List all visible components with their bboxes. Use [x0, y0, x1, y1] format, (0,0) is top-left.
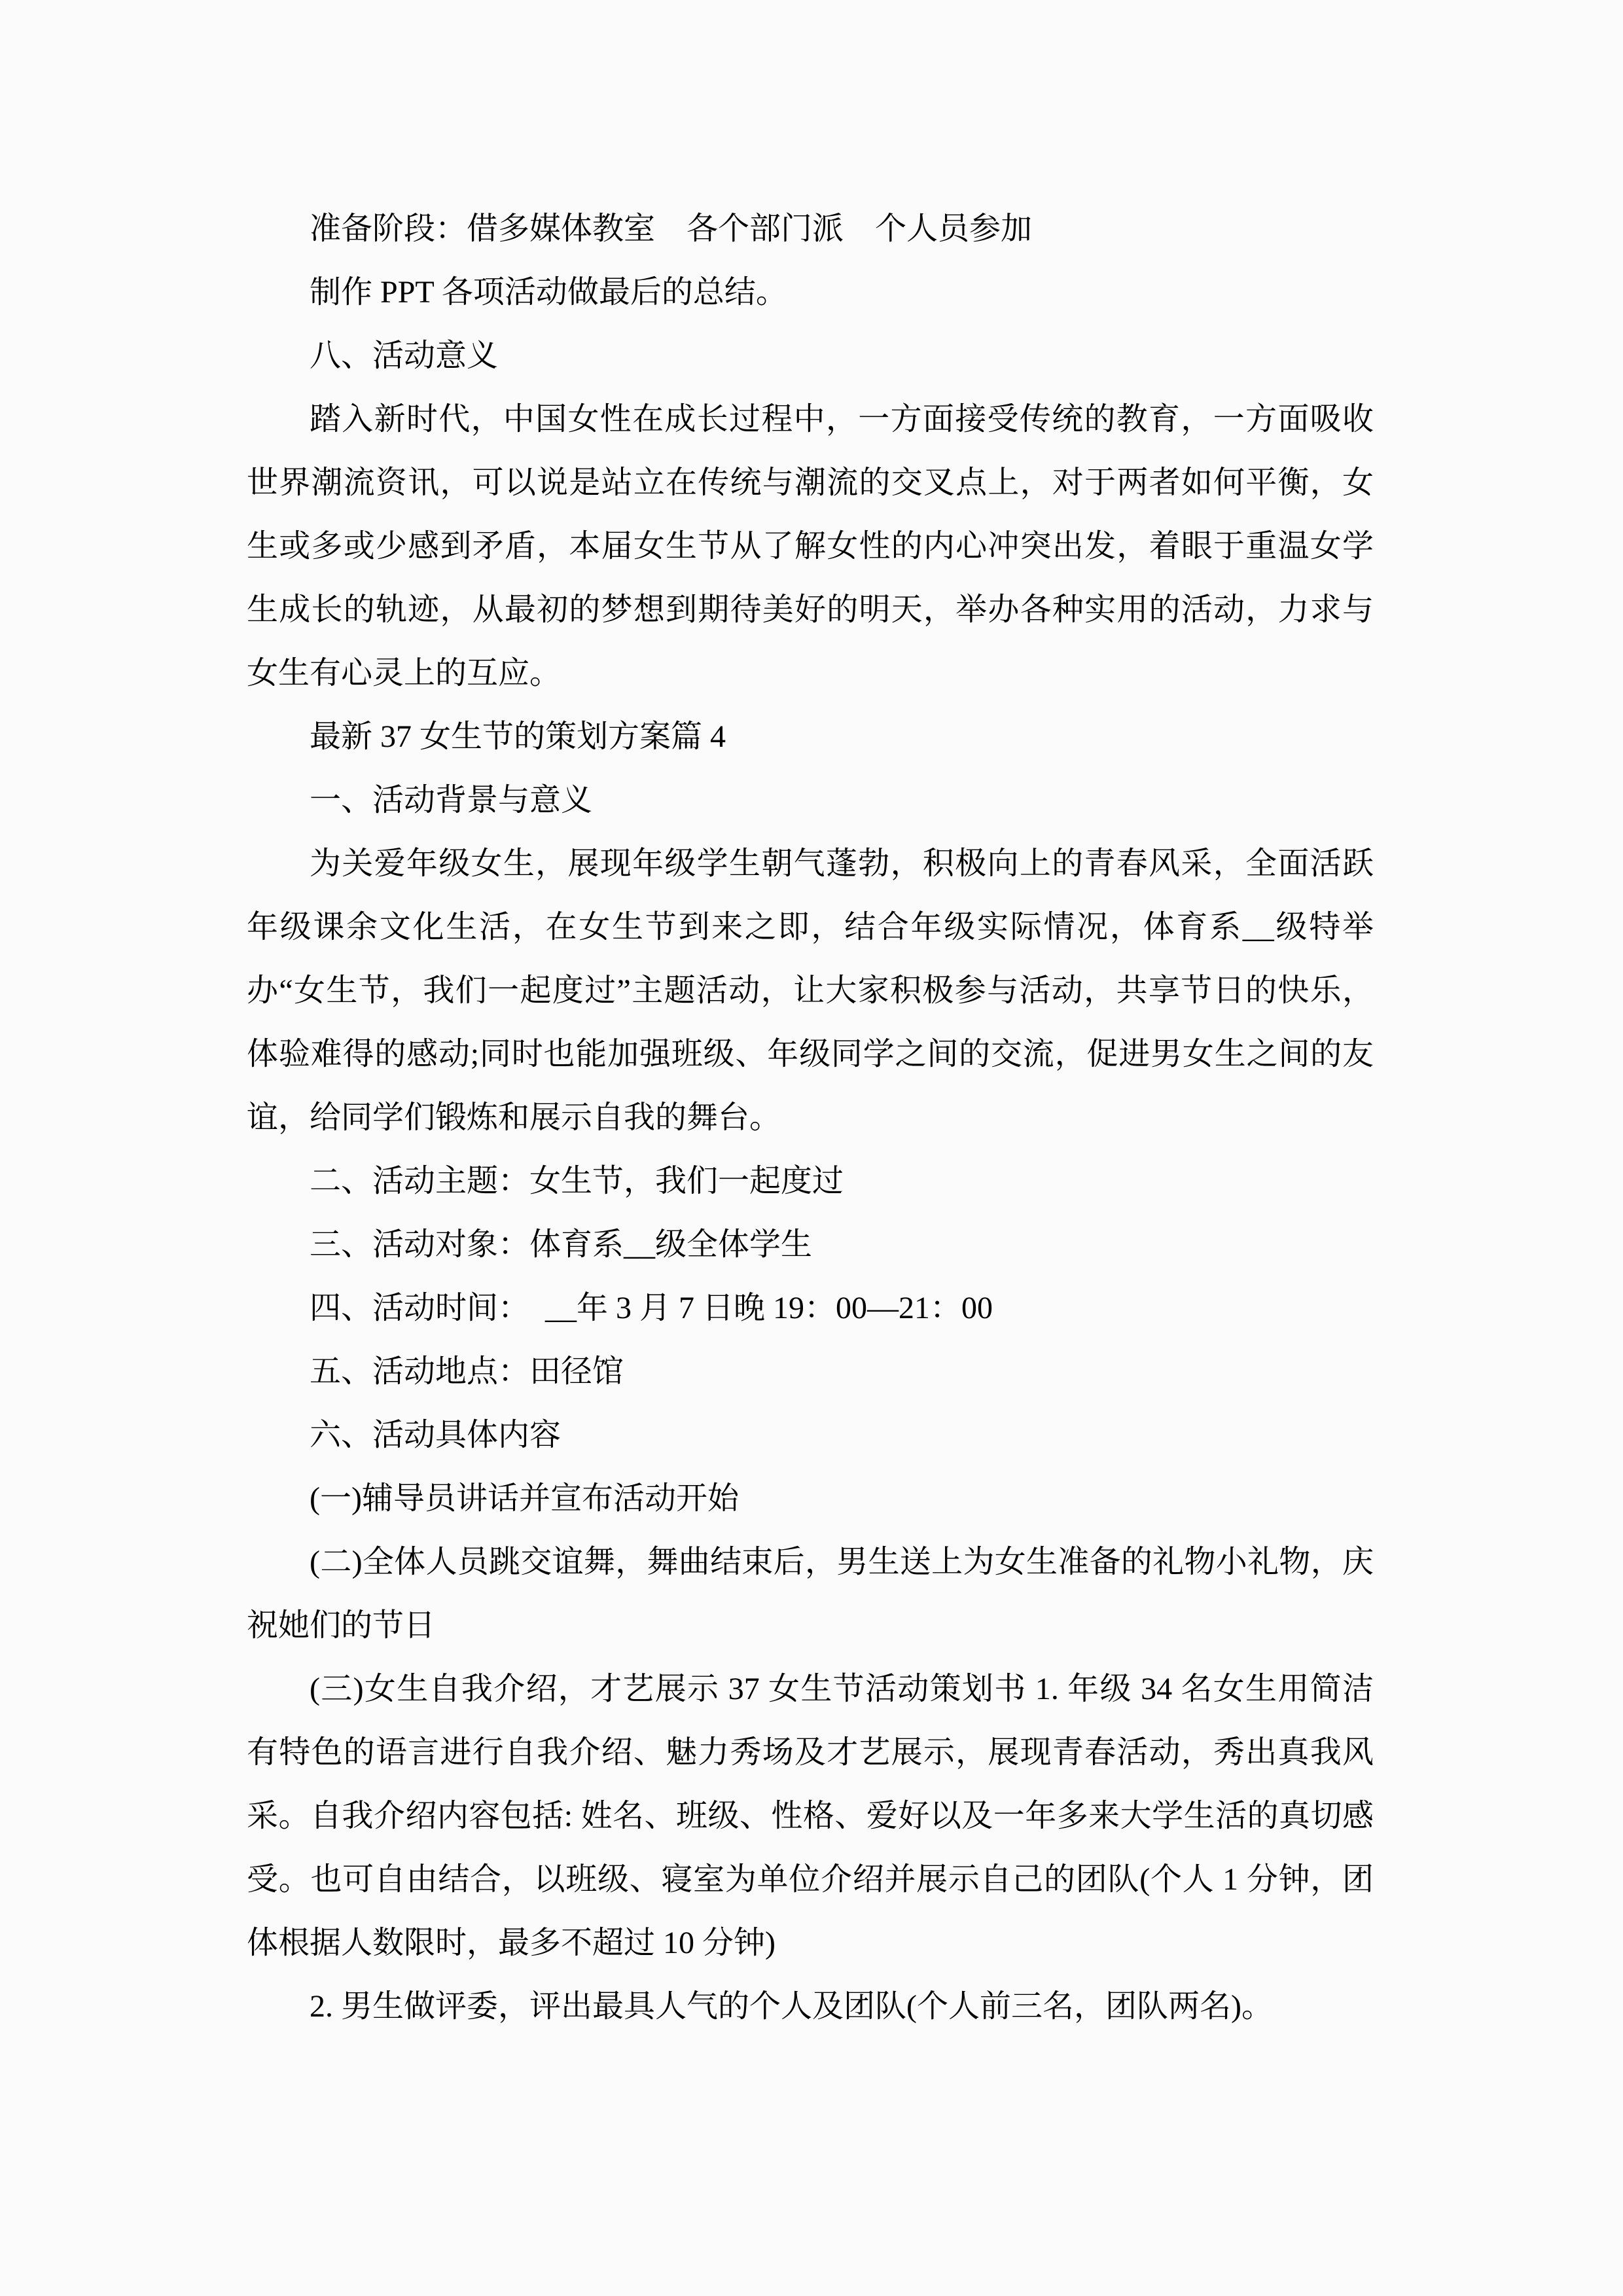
- list-item: (一)辅导员讲话并宣布活动开始: [310, 1481, 739, 1516]
- paragraph: 踏入新时代，中国女性在成长过程中，一方面接受传统的教育，一方面吸收世界潮流资讯，可以说是站立在传统与潮流的交叉点上，对于两者如何平衡，女生或多或少感到矛盾，本届女生节从了解女性的内心冲突出发，着眼于重温女学生成长的轨迹，从最初的梦想到期待美好的明天，举办各种实用的活动，力求与女生有心灵上的互应。: [247, 402, 1374, 691]
- section-heading: 三、活动对象：体育系__级全体学生: [310, 1227, 813, 1262]
- document-subtitle: 最新 37 女生节的策划方案篇 4: [310, 719, 726, 754]
- section-heading: 五、活动地点：田径馆: [310, 1354, 624, 1389]
- document-text-block: [247, 197, 1374, 2038]
- paragraph: 准备阶段：借多媒体教室 各个部门派 个人员参加: [310, 211, 1033, 246]
- paragraph: 为关爱年级女生，展现年级学生朝气蓬勃，积极向上的青春风采，全面活跃年级课余文化生活，在女生节到来之即，结合年级实际情况，体育系__级特举办“女生节，我们一起度过”主题活动，让大家积极参与活动，共享节日的快乐，体验难得的感动;同时也能加强班级、年级同学之间的交流，促进男女生之间的友谊，给同学们锻炼和展示自我的舞台。: [247, 846, 1374, 1135]
- section-heading: 八、活动意义: [310, 338, 499, 373]
- list-item: (二)全体人员跳交谊舞，舞曲结束后，男生送上为女生准备的礼物小礼物，庆祝她们的节日: [247, 1545, 1374, 1643]
- section-heading: 二、活动主题：女生节，我们一起度过: [310, 1164, 844, 1198]
- section-heading: 一、活动背景与意义: [310, 783, 593, 817]
- section-heading: 四、活动时间： __年 3 月 7 日晚 19：00—21：00: [310, 1291, 993, 1325]
- list-item: 2. 男生做评委，评出最具人气的个人及团队(个人前三名，团队两名)。: [310, 1989, 1273, 2024]
- section-heading: 六、活动具体内容: [310, 1418, 562, 1452]
- list-item: (三)女生自我介绍，才艺展示 37 女生节活动策划书 1. 年级 34 名女生用简洁有特色的语言进行自我介绍、魅力秀场及才艺展示，展现青春活动，秀出真我风采。自我介绍内容包括: 姓名、班级、性格、爱好以及一年多来大学生活的真切感受。也可自由结合，以班级、寝室为单位介绍并展示自己的团队(个人 1 分钟，团体根据人数限时，最多不超过 10 分钟): [247, 1672, 1374, 1960]
- paragraph: 制作 PPT 各项活动做最后的总结。: [310, 275, 787, 310]
